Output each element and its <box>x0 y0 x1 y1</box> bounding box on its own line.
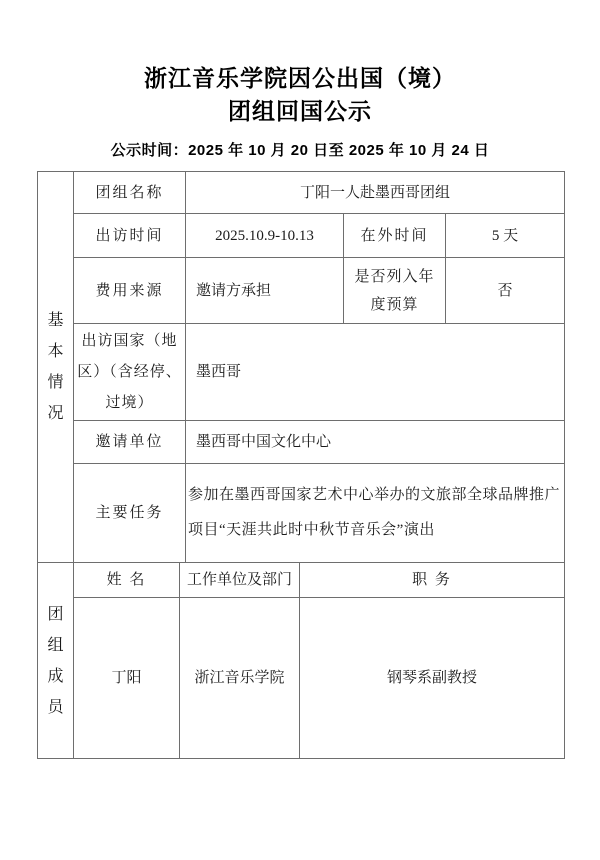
inviter-label: 邀请单位 <box>74 421 186 464</box>
side-label-basic-info-text: 基本情况 <box>47 312 64 422</box>
budget-value: 否 <box>446 258 564 324</box>
group-name-label: 团组名称 <box>74 172 186 214</box>
document-header <box>0 0 600 160</box>
member-unit-header: 工作单位及部门 <box>180 563 300 598</box>
days-abroad-label: 在外时间 <box>344 214 446 258</box>
notice-table <box>37 171 565 759</box>
budget-label: 是否列入年度预算 <box>344 258 446 324</box>
side-label-members-text: 团组成员 <box>47 605 64 716</box>
group-name-value: 丁阳一人赴墨西哥团组 <box>186 172 564 214</box>
days-abroad-value: 5 天 <box>446 214 564 258</box>
countries-label: 出访国家（地区）（含经停、过境） <box>74 324 186 421</box>
main-task-label: 主要任务 <box>74 464 186 563</box>
page-title-line1: 浙江音乐学院因公出国（境） <box>144 65 456 91</box>
side-label-members <box>38 563 74 758</box>
members-section <box>38 563 564 758</box>
visit-time-label: 出访时间 <box>74 214 186 258</box>
side-label-basic-info <box>38 172 74 563</box>
member-position-header: 职 务 <box>300 563 564 598</box>
funding-value: 邀请方承担 <box>186 258 344 324</box>
visit-time-value: 2025.10.9-10.13 <box>186 214 344 258</box>
basic-info-section <box>38 172 564 563</box>
inviter-value: 墨西哥中国文化中心 <box>186 421 564 464</box>
funding-label: 费用来源 <box>74 258 186 324</box>
main-task-value: 参加在墨西哥国家艺术中心举办的文旅部全球品牌推广项目“天涯共此时中秋节音乐会”演出 <box>186 464 564 563</box>
page-title-line2: 团组回国公示 <box>228 98 372 124</box>
member-name-header: 姓 名 <box>74 563 180 598</box>
member-row-unit: 浙江音乐学院 <box>180 598 300 758</box>
countries-value: 墨西哥 <box>186 324 564 421</box>
notice-period: 公示时间：2025 年 10 月 20 日至 2025 年 10 月 24 日 <box>110 142 490 159</box>
member-row-name: 丁阳 <box>74 598 180 758</box>
member-row-position: 钢琴系副教授 <box>386 670 477 686</box>
